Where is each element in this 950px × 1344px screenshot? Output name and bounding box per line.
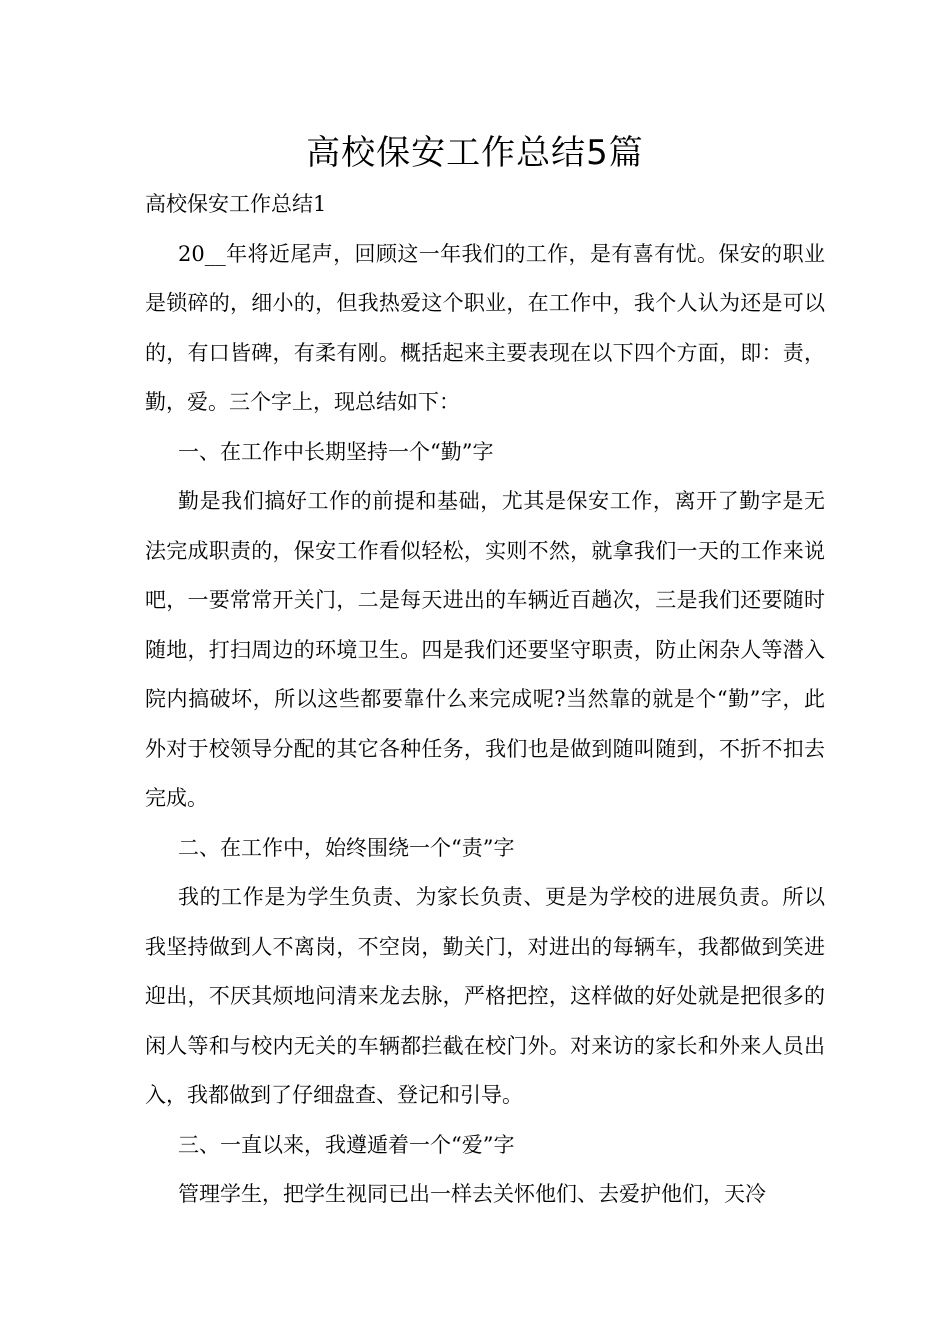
diligence-paragraph: 勤是我们搞好工作的前提和基础，尤其是保安工作，离开了勤字是无法完成职责的，保安工作看似轻松，实则不然，就拿我们一天的工作来说吧，一要常常开关门，二是每天进出的车辆近百趟次，三是我们还要随时随地，打扫周边的环境卫生。四是我们还要坚守职责，防止闲杂人等潜入院内搞破坏，所以这些都要靠什么来完成呢?当然靠的就是个“勤”字，此外对于校领导分配的其它各种任务，我们也是做到随叫随到，不折不扣去完成。 [145,489,825,810]
love-paragraph: 管理学生，把学生视同已出一样去关怀他们、去爱护他们，天冷 [178,1182,766,1206]
document-title: 高校保安工作总结5篇 [306,133,644,173]
intro-paragraph: 20__年将近尾声，回顾这一年我们的工作，是有喜有忧。保安的职业是锁碎的，细小的，但我热爱这个职业，在工作中，我个人认为还是可以的，有口皆碑，有柔有刚。概括起来主要表现在以下四个方面，即：责，勤，爱。三个字上，现总结如下： [145,241,825,414]
section-subtitle: 高校保安工作总结1 [145,192,327,216]
section-heading-diligence: 一、在工作中长期坚持一个“勤”字 [178,439,494,464]
section-heading-responsibility: 二、在工作中，始终围绕一个“责”字 [178,835,515,860]
document-body [145,180,825,1220]
responsibility-paragraph: 我的工作是为学生负责、为家长负责、更是为学校的进展负责。所以我坚持做到人不离岗，不空岗，勤关门，对进出的每辆车，我都做到笑进迎出，不厌其烦地问清来龙去脉，严格把控，这样做的好处就是把很多的闲人等和与校内无关的车辆都拦截在校门外。对来访的家长和外来人员出入，我都做到了仔细盘查、登记和引导。 [145,885,825,1107]
section-heading-love: 三、一直以来，我遵遁着一个“爱”字 [178,1132,515,1157]
